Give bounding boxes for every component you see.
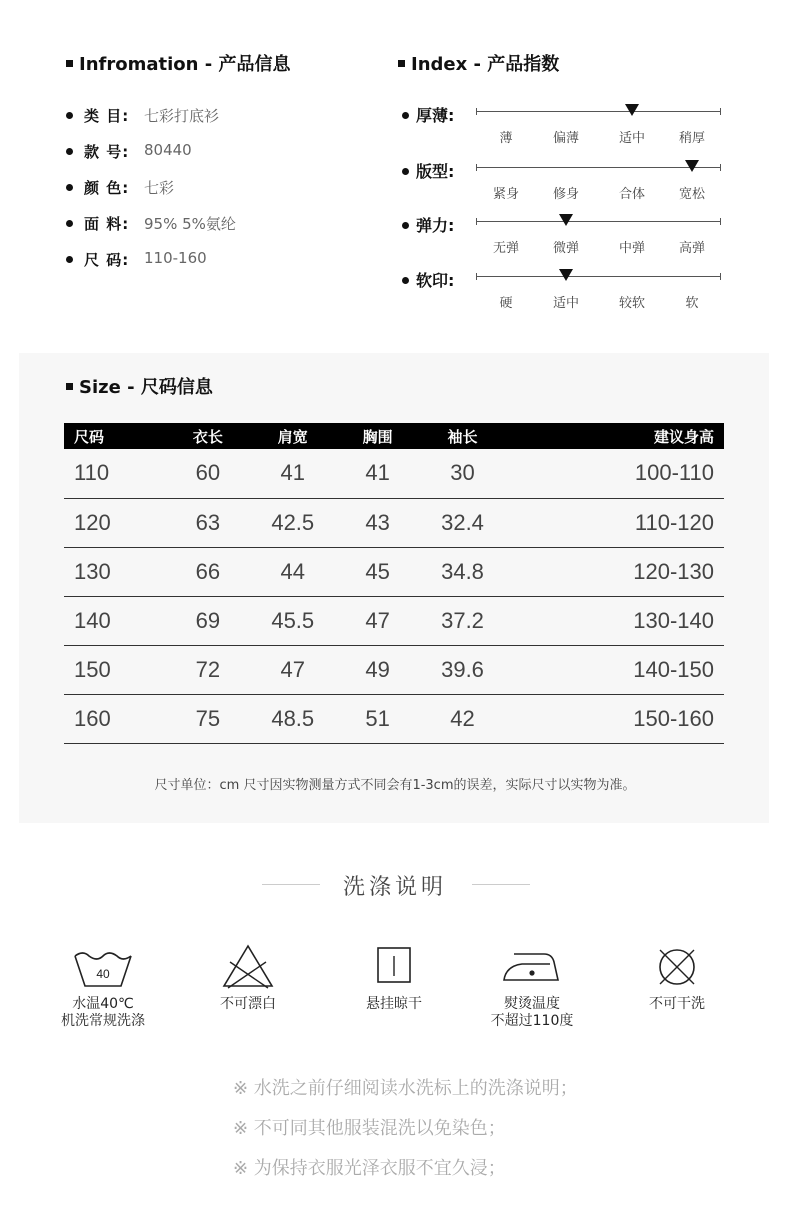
table-cell: 51 (343, 694, 413, 743)
table-cell: 72 (173, 645, 243, 694)
index-scale-label: 软印: (416, 271, 455, 290)
tub-number: 40 (96, 967, 110, 981)
care-text: 水温40℃ 机洗常规洗涤 (61, 996, 145, 1029)
table-cell: 120 (64, 498, 173, 547)
scale-tick (720, 164, 721, 171)
table-cell: 48.5 (243, 694, 343, 743)
care-no-dry-clean (612, 944, 742, 1013)
scale-option: 稍厚 (678, 131, 706, 146)
info-label: 尺 码: (84, 251, 130, 269)
scale-option: 薄 (499, 131, 513, 146)
table-cell: 130-140 (512, 596, 724, 645)
column-header: 胸围 (343, 423, 413, 449)
table-cell: 30 (413, 449, 513, 498)
scale-option: 修身 (552, 187, 580, 202)
table-cell: 66 (173, 547, 243, 596)
size-table-body (64, 449, 724, 743)
table-row (64, 498, 724, 547)
scale-tick (476, 164, 477, 171)
column-header: 袖长 (413, 423, 513, 449)
care-text: 悬挂晾干 (366, 996, 422, 1012)
table-cell: 39.6 (413, 645, 513, 694)
column-header: 尺码 (64, 423, 173, 449)
square-bullet-icon (398, 60, 405, 67)
iron-icon (500, 944, 564, 990)
wash-note: ※ 水洗之前仔细阅读水洗标上的洗涤说明； (233, 1078, 578, 1099)
index-scale-label: 厚薄: (416, 106, 455, 125)
info-label: 面 料: (84, 215, 130, 233)
info-value: 七彩打底衫 (144, 107, 220, 125)
table-cell: 63 (173, 498, 243, 547)
hang-dry-icon (374, 944, 414, 990)
no-dry-clean-icon (654, 944, 700, 990)
table-cell: 41 (343, 449, 413, 498)
info-label: 类 目: (84, 107, 130, 125)
info-label: 款 号: (84, 143, 130, 161)
table-cell: 160 (64, 694, 173, 743)
info-value: 110-160 (144, 249, 207, 267)
scale-option: 硬 (499, 296, 513, 311)
scale-option: 软 (685, 296, 699, 311)
scale-tick (720, 273, 721, 280)
table-cell: 41 (243, 449, 343, 498)
table-row (64, 645, 724, 694)
size-table (64, 423, 724, 744)
scale-tick (476, 218, 477, 225)
care-text: 不可干洗 (649, 996, 705, 1012)
square-bullet-icon (66, 383, 73, 390)
scale-tick (720, 218, 721, 225)
bullet-dot-icon (402, 112, 409, 119)
wash-40-icon (71, 946, 135, 990)
bullet-dot-icon (402, 222, 409, 229)
table-cell: 120-130 (512, 547, 724, 596)
wash-note: ※ 为保持衣服光泽衣服不宜久浸； (233, 1158, 506, 1179)
table-row (64, 547, 724, 596)
scale-option: 较软 (618, 296, 646, 311)
care-text: 不可漂白 (220, 996, 276, 1012)
table-cell: 150 (64, 645, 173, 694)
scale-option: 微弹 (552, 241, 580, 256)
square-bullet-icon (66, 60, 73, 67)
bullet-dot-icon (66, 256, 73, 263)
table-cell: 47 (343, 596, 413, 645)
table-cell: 110 (64, 449, 173, 498)
size-note: 尺寸单位：cm 尺寸因实物测量方式不同会有1-3cm的误差，实际尺寸以实物为准。 (154, 778, 636, 793)
table-cell: 130 (64, 547, 173, 596)
index-scale (398, 213, 728, 256)
scale-track (476, 111, 721, 146)
table-cell: 44 (243, 547, 343, 596)
info-value: 七彩 (144, 179, 175, 197)
table-cell: 49 (343, 645, 413, 694)
table-cell: 100-110 (512, 449, 724, 498)
selected-marker-icon (559, 214, 573, 226)
bullet-dot-icon (66, 112, 73, 119)
table-cell: 69 (173, 596, 243, 645)
washing-title-text: 洗涤说明 (342, 875, 447, 900)
bullet-dot-icon (66, 148, 73, 155)
washing-title (0, 870, 790, 901)
no-bleach-icon (218, 942, 278, 990)
scale-tick (720, 108, 721, 115)
care-iron (467, 944, 597, 1030)
title-divider (262, 884, 320, 885)
scale-option: 合体 (618, 187, 646, 202)
selected-marker-icon (559, 269, 573, 281)
bullet-dot-icon (66, 220, 73, 227)
table-cell: 47 (243, 645, 343, 694)
table-row (64, 694, 724, 743)
column-header: 衣长 (173, 423, 243, 449)
care-wash-40 (38, 946, 168, 1030)
scale-option: 适中 (552, 296, 580, 311)
table-row (64, 596, 724, 645)
table-cell: 45 (343, 547, 413, 596)
scale-track (476, 221, 721, 256)
index-heading: Index - 产品指数 (398, 50, 559, 76)
title-divider (472, 884, 530, 885)
table-cell: 34.8 (413, 547, 513, 596)
table-cell: 60 (173, 449, 243, 498)
table-cell: 42.5 (243, 498, 343, 547)
care-no-bleach (183, 942, 313, 1013)
scale-track (476, 167, 721, 202)
care-hang-dry (329, 944, 459, 1013)
table-cell: 42 (413, 694, 513, 743)
scale-option: 偏薄 (552, 131, 580, 146)
index-scale (398, 159, 728, 202)
selected-marker-icon (685, 160, 699, 172)
table-cell: 75 (173, 694, 243, 743)
scale-tick (476, 108, 477, 115)
info-value: 80440 (144, 141, 192, 159)
index-scale-label: 弹力: (416, 216, 455, 235)
info-heading: Infromation - 产品信息 (66, 50, 290, 76)
table-cell: 37.2 (413, 596, 513, 645)
scale-tick (476, 273, 477, 280)
column-header: 建议身高 (512, 423, 724, 449)
bullet-dot-icon (402, 168, 409, 175)
scale-option: 适中 (618, 131, 646, 146)
table-cell: 32.4 (413, 498, 513, 547)
column-header: 肩宽 (243, 423, 343, 449)
index-scale (398, 103, 728, 146)
scale-option: 无弹 (492, 241, 520, 256)
index-scale (398, 268, 728, 311)
scale-track (476, 276, 721, 311)
bullet-dot-icon (402, 277, 409, 284)
scale-option: 中弹 (618, 241, 646, 256)
table-cell: 140 (64, 596, 173, 645)
info-value: 95% 5%氨纶 (144, 215, 236, 233)
scale-option: 宽松 (678, 187, 706, 202)
care-text: 熨烫温度 不超过110度 (490, 996, 574, 1029)
index-scale-label: 版型: (416, 162, 455, 181)
table-cell: 110-120 (512, 498, 724, 547)
table-row (64, 449, 724, 498)
table-cell: 150-160 (512, 694, 724, 743)
scale-option: 紧身 (492, 187, 520, 202)
info-label: 颜 色: (84, 179, 130, 197)
wash-note: ※ 不可同其他服装混洗以免染色； (233, 1118, 506, 1139)
selected-marker-icon (625, 104, 639, 116)
bullet-dot-icon (66, 184, 73, 191)
size-heading: Size - 尺码信息 (66, 373, 213, 399)
size-table-header (64, 423, 724, 449)
table-cell: 140-150 (512, 645, 724, 694)
table-cell: 43 (343, 498, 413, 547)
scale-option: 高弹 (678, 241, 706, 256)
table-cell: 45.5 (243, 596, 343, 645)
